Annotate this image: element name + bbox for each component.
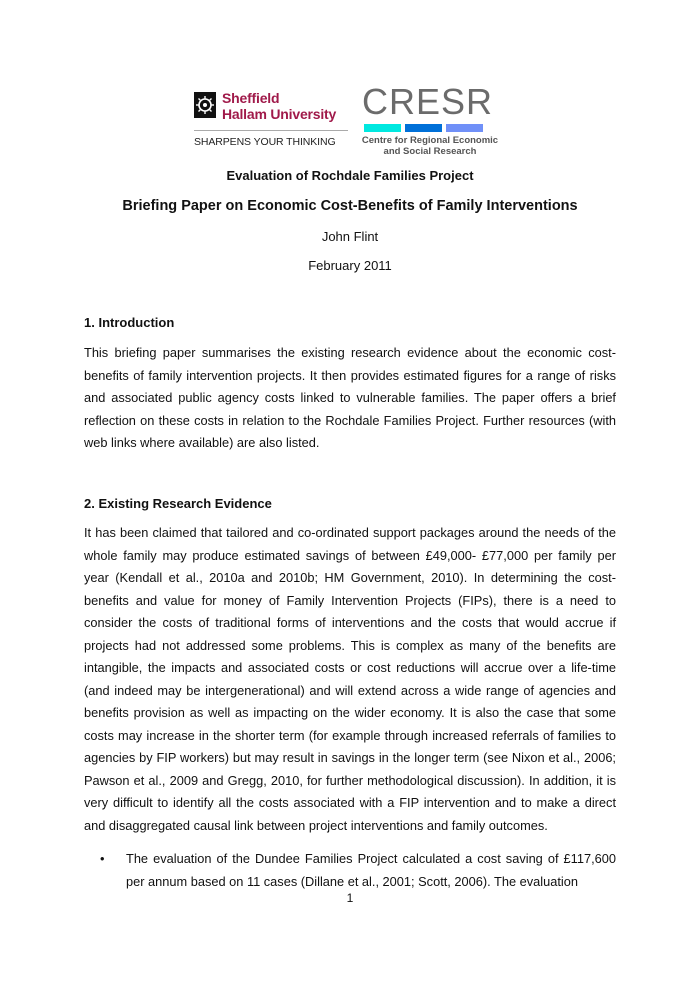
section-heading-introduction: 1. Introduction: [84, 315, 175, 330]
cresr-bar-cyan: [364, 124, 401, 132]
shu-tagline: SHARPENS YOUR THINKING: [194, 136, 336, 148]
cresr-subtitle-line1: Centre for Regional Economic: [361, 135, 499, 146]
introduction-paragraph: This briefing paper summarises the existing research evidence about the economic cost-benefits of family intervention projects. It then provides estimated figures for a range of risks and associated public agency costs linked to vulnerable families. The paper offers a brief reflection on these costs in relation to the Rochdale Families Project. Further resources (with web links where available) are also listed.: [84, 345, 616, 450]
sheffield-hallam-logo: [192, 86, 352, 158]
bullet-icon: •: [100, 851, 105, 866]
page-number: 1: [346, 891, 354, 905]
project-title: Evaluation of Rochdale Families Project: [226, 168, 474, 183]
logo-banner: [192, 81, 512, 158]
cresr-logo: [350, 81, 512, 158]
paper-title: Briefing Paper on Economic Cost-Benefits of Family Interventions: [122, 198, 578, 214]
section-heading-existing-research: 2. Existing Research Evidence: [84, 496, 272, 511]
bullet-text: The evaluation of the Dundee Families Project calculated a cost saving of £117,600 per annum based on 11 cases (Dillane et al., 2001; Scott, 2006). The evaluation: [126, 851, 616, 889]
publication-date: February 2011: [308, 258, 392, 273]
shu-name: [222, 90, 336, 122]
author: John Flint: [321, 229, 379, 244]
shu-emblem-icon: [194, 92, 216, 118]
cresr-subtitle: [350, 135, 510, 157]
shu-divider: [194, 130, 348, 131]
cresr-color-bars: [364, 124, 483, 132]
shu-name-line2: Hallam University: [222, 106, 337, 122]
cresr-subtitle-line2: and Social Research: [383, 146, 477, 157]
shu-name-line1: Sheffield: [222, 90, 280, 106]
cresr-bar-periwinkle: [446, 124, 483, 132]
cresr-bar-blue: [405, 124, 442, 132]
cresr-acronym: CRESR: [362, 81, 494, 122]
existing-research-paragraph: It has been claimed that tailored and co-ordinated support packages around the needs of the whole family may produce estimated savings of between £49,000- £77,000 per family per year (Kendall et al., 2010a and 2010b; HM Government, 2010). In determining the cost-benefits and value for money of Family Intervention Projects (FIPs), there is a need to consider the costs of traditional forms of interventions and the costs that would accrue if projects had not addressed some problems. This is complex as many of the benefits are intangible, the impacts and associated costs or cost reductions will accrue over a life-time (and indeed may be intergenerational) and will extend across a wide range of agencies and benefits provision as well as impacting on the wider economy. It is also the case that some costs may increase in the shorter term (for example through increased referrals of families to agencies by FIP workers) but may result in savings in the longer term (see Nixon et al., 2006; Pawson et al., 2009 and Gregg, 2010, for further methodological discussion). In addition, it is very difficult to identify all the costs associated with a FIP intervention and to make a direct and disaggregated causal link between project interventions and family outcomes.: [84, 525, 616, 833]
